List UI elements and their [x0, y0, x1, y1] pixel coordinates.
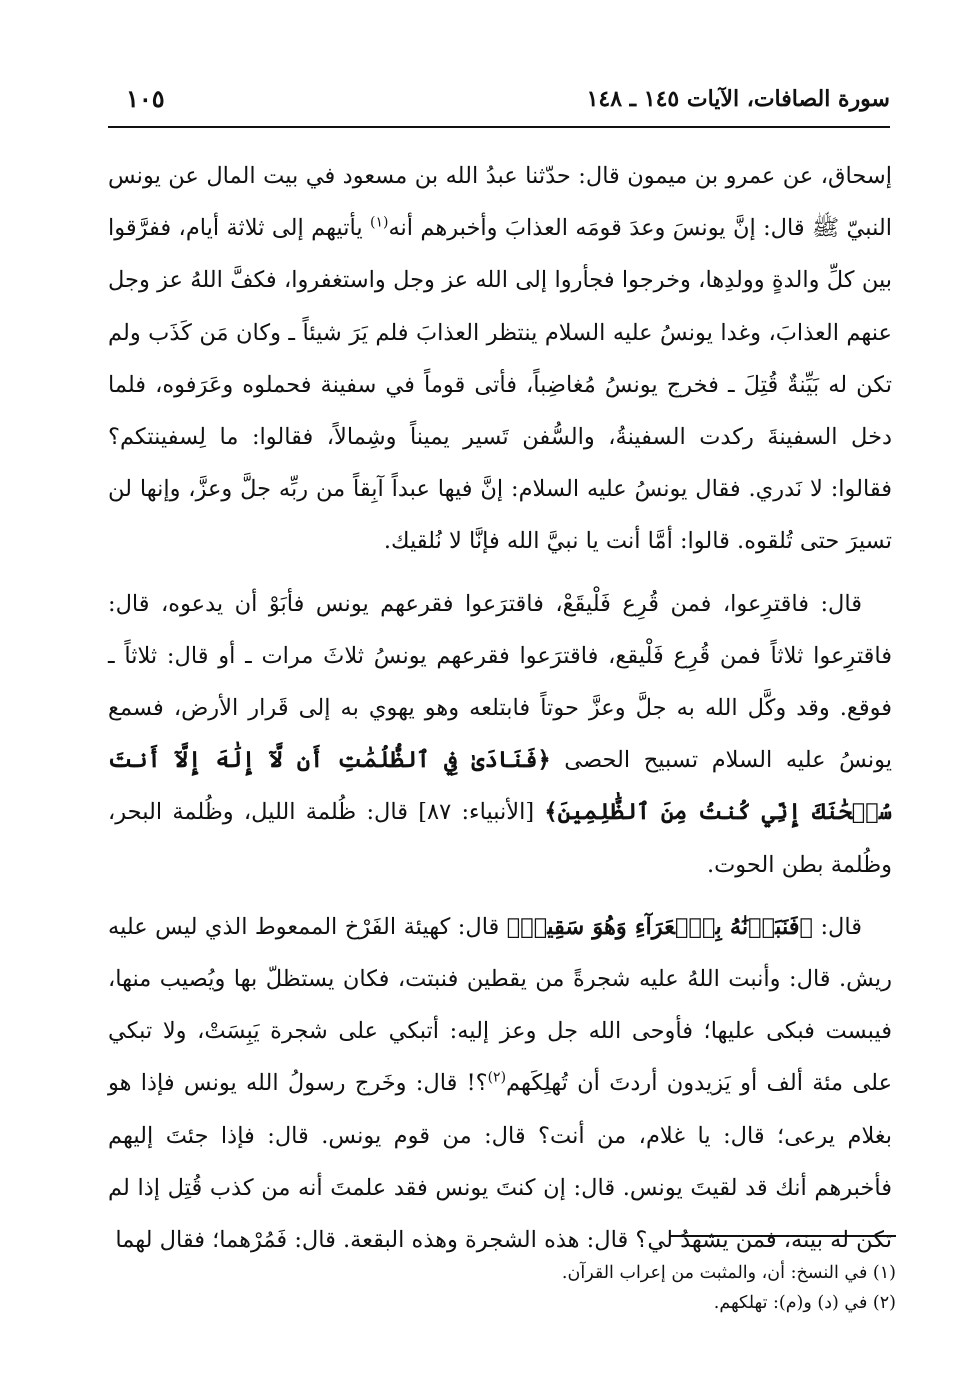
footnote-separator: [670, 1235, 896, 1237]
footnote-2: (٢) في (د) و(م): تهلكهم.: [713, 1293, 896, 1313]
page-number: ١٠٥: [126, 84, 165, 113]
main-text: [108, 150, 892, 1266]
page-header: [108, 80, 890, 128]
running-title: سورة الصافات، الآيات ١٤٥ ـ ١٤٨: [586, 86, 890, 112]
paragraph-3-text-a: قال:: [813, 913, 863, 940]
footnotes: [108, 1258, 896, 1318]
footnote-ref-1: (١): [369, 214, 389, 231]
quran-verse-saffat-145: ﴿فَنَبَذۡنَٰهُ بِٱلۡعَرَآءِ وَهُوَ سَقِيمٞ﴾: [506, 913, 814, 940]
quran-verse-anbiya-87: ﴿فَنَادَىٰ فِي ٱلظُّلُمَٰتِ أَن لَّآ إِلَٰهَ إِلَّآ أَنتَ سُبۡحَٰنَكَ إِنِّي كُنتُ مِنَ ٱلظَّٰلِمِينَ﴾: [108, 747, 892, 826]
paragraph-2-text-b: [الأنبياء: ٨٧] قال: ظُلمة الليل، وظُلمة البحر، وظُلمة بطن الحوت.: [108, 799, 892, 878]
paragraph-3-text-b: قال: كهيئة الفَرْخ الممعوط الذي ليس عليه ريش. قال: وأنبت اللهُ عليه شجرةً من يقطين فنبتت، فكان يستظلّ بها ويُصيب منها، فيبست فبكى عليها؛ فأوحى الله جل وعز إليه: أتبكي على شجرة يَبِسَتْ، ولا تبكي على مئة ألف أو يَزيدون أردتَ أن تُهلِكَهم: [108, 913, 892, 1097]
paragraph-2-text-a: قال: فاقترِعوا، فمن قُرِع فَلْيقَعْ، فاقترَعوا فقرعهم يونس فأبَوْ أن يدعوه، قال: فاقترِعوا ثلاثاً فمن قُرِع فَلْيقع، فاقترَعوا فقرعهم يونسُ ثلاثَ مرات ـ أو قال: ثلاثاً ـ فوقع. وقد وكَّل الله به جلَّ وعزَّ حوتاً فابتلعه وهو يهوي به إلى قَرار الأرض، فسمع يونسُ عليه السلام تسبيح الحصى: [108, 590, 892, 774]
paragraph-1-text-b: يأتيهم إلى ثلاثة أيام، ففرَّقوا بين كلِّ والدةٍ وولدِها، وخرجوا فجأروا إلى الله عز وجل واستغفروا، فكفَّ اللهُ عز وجل عنهم العذابَ، وغدا يونسُ عليه السلام ينتظر العذابَ فلم يَرَ شيئاً ـ وكان مَن كَذَب ولم تكن له بَيِّنةٌ قُتِلَ ـ فخرج يونسُ مُغاضِباً، فأتى قوماً في سفينة فحملوه وعَرَفوه، فلما دخل السفينةَ ركدت السفينةُ، والسُّفن تَسير يميناً وشِمالاً، فقالوا: ما لِسفينتكم؟ فقالوا: لا نَدري. فقال يونسُ عليه السلام: إنَّ فيها عبداً آبِقاً من ربِّه جلَّ وعزَّ، وإنها لن تسيرَ حتى تُلقوه. قالوا: أمَّا أنت يا نبيَّ الله فإنَّا لا نُلقيك.: [108, 215, 892, 555]
paragraph-2: [108, 578, 892, 891]
paragraph-3: [108, 901, 892, 1266]
footnote-ref-2: (٢): [487, 1069, 507, 1086]
paragraph-1: [108, 150, 892, 568]
paragraph-3-text-c: ؟! قال: وخَرج رسولُ الله يونس فإذا هو بغلام يرعى؛ قال: يا غلام، من أنت؟ قال: من قوم يونس. قال: فإذا جئتَ إليهم فأخبرهم أنك قد لقيتَ يونس. قال: إن كنتَ يونس فقد علمتَ أنه من كذب قُتِل إذا لم تكن له بينة، فمن يشهدُ لي؟ قال: هذه الشجرة وهذه البقعة. قال: فَمُرْهما؛ فقال لهما: [108, 1070, 892, 1254]
footnote-1: (١) في النسخ: أن، والمثبت من إعراب القرآن.: [561, 1263, 896, 1283]
paragraph-1-text-a: إسحاق، عن عمرو بن ميمون قال: حدّثنا عبدُ الله بن مسعود في بيت المال عن يونس النبيّ ﷺ قال: إنَّ يونسَ وعدَ قومَه العذابَ وأخبرهم أنه: [108, 163, 892, 242]
